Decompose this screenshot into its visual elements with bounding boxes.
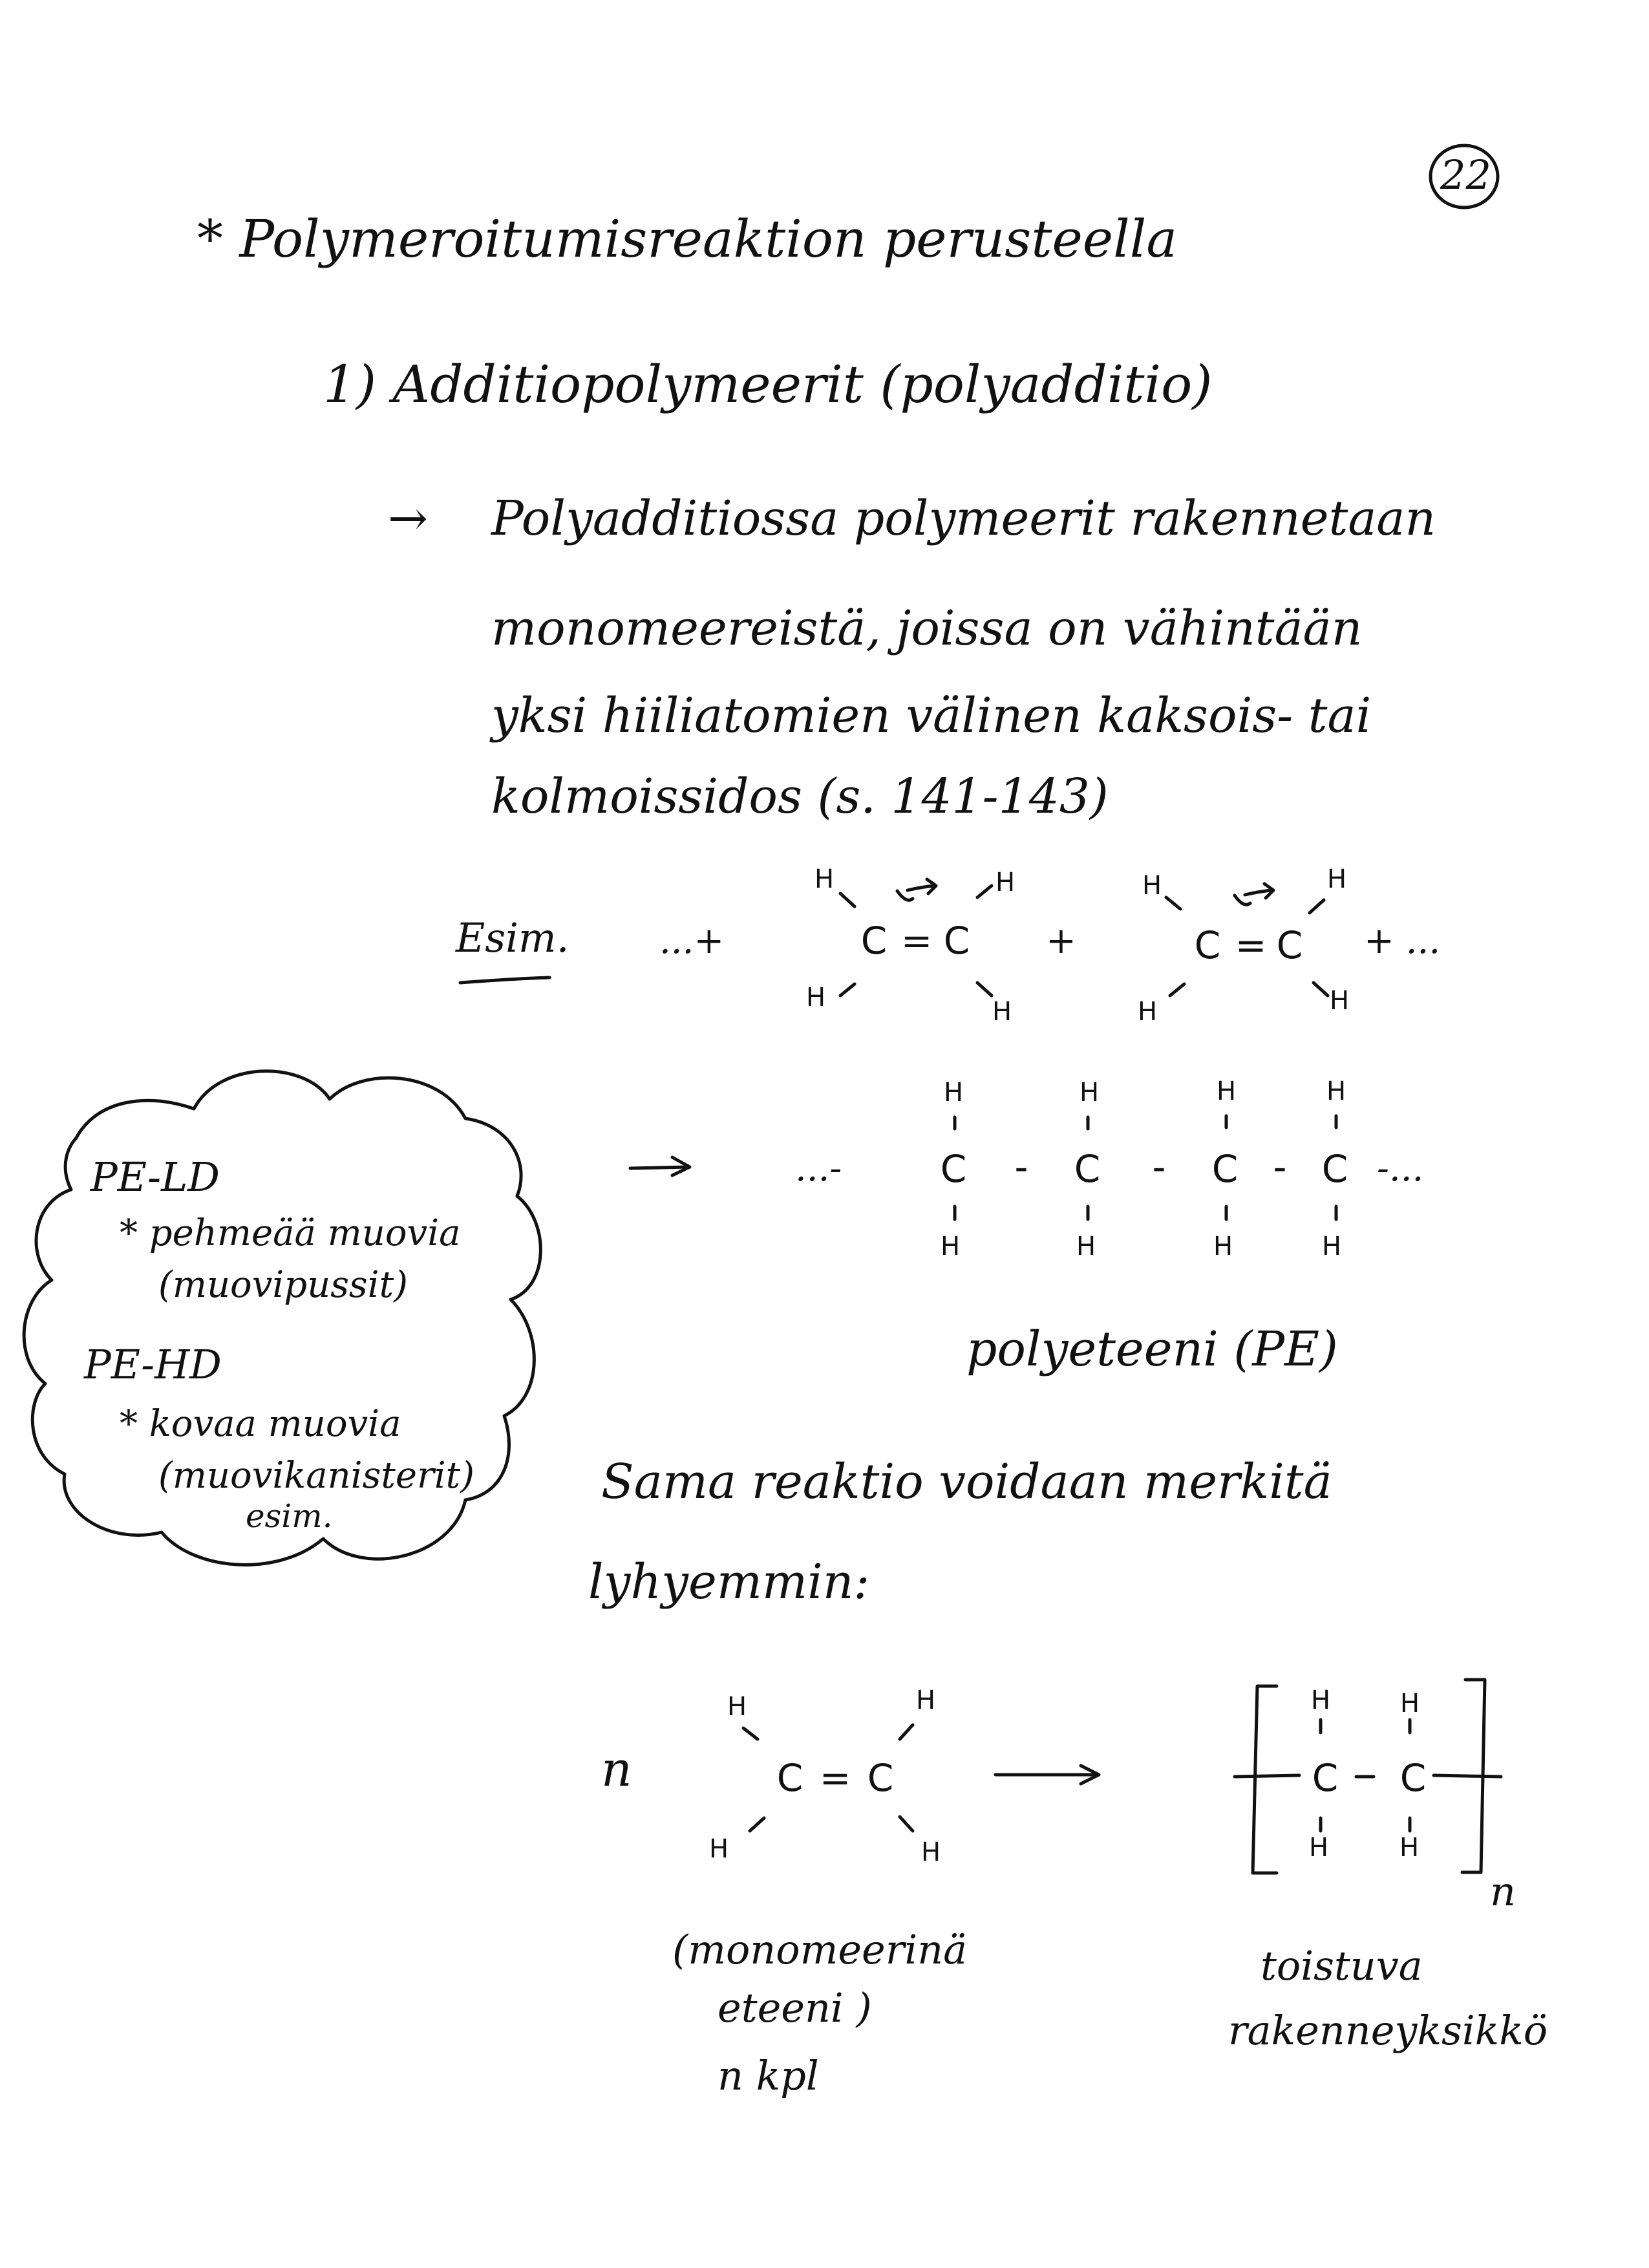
bullet-arrow: → — [388, 491, 429, 546]
subheading: 1) Additiopolymeerit (polyadditio) — [323, 354, 1213, 414]
reaction-arrow — [630, 1157, 690, 1175]
monomer-caption-2: eteeni ) — [718, 1984, 872, 2031]
short-form-text-1: Sama reaktio voidaan merkitä — [601, 1454, 1332, 1510]
chain-h-top-1: H — [943, 1078, 964, 1107]
unit-caption-2: rakenneyksikkö — [1228, 2007, 1548, 2054]
chain-h-bottom-1: H — [940, 1232, 961, 1261]
chain-h-top-4: H — [1326, 1076, 1346, 1106]
ethene2-h-bottom-left: H — [1137, 997, 1158, 1027]
unit-c-left: C — [1312, 1756, 1339, 1800]
cloud-title-ld: PE-LD — [90, 1153, 220, 1201]
electron-arrow-1 — [897, 879, 936, 900]
monomer-h-bottom-right: H — [920, 1837, 941, 1867]
monomer-c-left: C — [776, 1756, 803, 1800]
monomer-double-bond: = — [819, 1756, 851, 1800]
unit-subscript: n — [1490, 1868, 1516, 1915]
reaction-prefix: ...+ — [659, 920, 725, 962]
ethene1-h-top-right: H — [995, 868, 1016, 897]
cloud-line-3: * kovaa muovia — [120, 1403, 401, 1445]
unit-h-bottom-right: H — [1399, 1833, 1420, 1863]
ethene1-double-bond: = — [900, 919, 933, 963]
chain-c-3: C — [1211, 1147, 1239, 1191]
chain-h-bottom-2: H — [1076, 1232, 1096, 1261]
example-underline — [460, 978, 549, 983]
chain-end: -... — [1377, 1148, 1424, 1190]
monomer-h-top-left: H — [727, 1692, 747, 1722]
chain-bond-2: - — [1152, 1145, 1166, 1189]
chain-h-top-3: H — [1216, 1076, 1237, 1106]
reaction-plus: + — [1046, 920, 1076, 962]
electron-arrow-2 — [1235, 884, 1273, 904]
cloud-title-hd: PE-HD — [84, 1341, 222, 1388]
paragraph-line-1: Polyadditiossa polymeerit rakennetaan — [491, 491, 1436, 546]
ethene2-h-top-right: H — [1326, 864, 1347, 894]
page-number: 22 — [1440, 151, 1491, 198]
paragraph-line-2: monomeereistä, joissa on vähintään — [491, 601, 1363, 656]
cloud-line-4: (muovikanisterit) — [158, 1455, 474, 1497]
unit-h-top-left: H — [1310, 1685, 1331, 1715]
monomer-coefficient: n — [601, 1742, 632, 1797]
chain-c-4: C — [1321, 1147, 1348, 1191]
ethene2-c-right: C — [1276, 923, 1303, 967]
ethene1-c-left: C — [860, 919, 888, 963]
ethene1-h-top-left: H — [814, 864, 835, 894]
ethene2-double-bond: = — [1235, 923, 1267, 967]
unit-h-top-right: H — [1399, 1689, 1420, 1718]
section-heading: * Polymeroitumisreaktion perusteella — [197, 209, 1178, 269]
short-form-text-2: lyhyemmin: — [588, 1554, 870, 1610]
cloud-line-1: * pehmeää muovia — [120, 1212, 461, 1254]
monomer-h-top-right: H — [915, 1685, 936, 1715]
monomer-h-bottom-left: H — [708, 1834, 729, 1864]
chain-h-bottom-3: H — [1213, 1232, 1233, 1261]
chain-start: ...- — [795, 1148, 842, 1190]
ethene2-h-top-left: H — [1142, 871, 1162, 901]
ethene2-h-bottom-right: H — [1329, 986, 1350, 1016]
ethene2-c-left: C — [1194, 923, 1221, 967]
monomer-caption-1: (monomeerinä — [672, 1926, 968, 1973]
chain-bond-1: - — [1014, 1145, 1028, 1189]
ethene1-h-bottom-left: H — [805, 983, 826, 1012]
ethene1-c-right: C — [943, 919, 970, 963]
paragraph-line-4: kolmoissidos (s. 141-143) — [491, 769, 1109, 824]
paragraph-line-3: yksi hiiliatomien välinen kaksois- tai — [491, 688, 1372, 744]
chain-c-2: C — [1074, 1147, 1101, 1191]
unit-caption-1: toistuva — [1261, 1942, 1423, 1989]
product-name: polyeteeni (PE) — [966, 1321, 1338, 1377]
chain-bond-3: - — [1273, 1145, 1287, 1189]
reaction-suffix: + ... — [1364, 920, 1441, 962]
ethene1-h-bottom-right: H — [992, 997, 1012, 1027]
cloud-line-5: esim. — [246, 1497, 333, 1535]
monomer-arrow — [995, 1766, 1099, 1784]
chain-h-top-2: H — [1079, 1078, 1100, 1107]
unit-c-right: C — [1399, 1756, 1427, 1800]
monomer-caption-3: n kpl — [718, 2052, 819, 2099]
monomer-c-right: C — [867, 1756, 894, 1800]
repeat-unit-bonds — [1235, 1720, 1501, 1831]
chain-h-bottom-4: H — [1321, 1232, 1342, 1261]
chain-c-1: C — [940, 1147, 967, 1191]
cloud-line-2: (muovipussit) — [158, 1264, 408, 1306]
example-label: Esim. — [456, 914, 569, 961]
unit-h-bottom-left: H — [1308, 1833, 1329, 1863]
